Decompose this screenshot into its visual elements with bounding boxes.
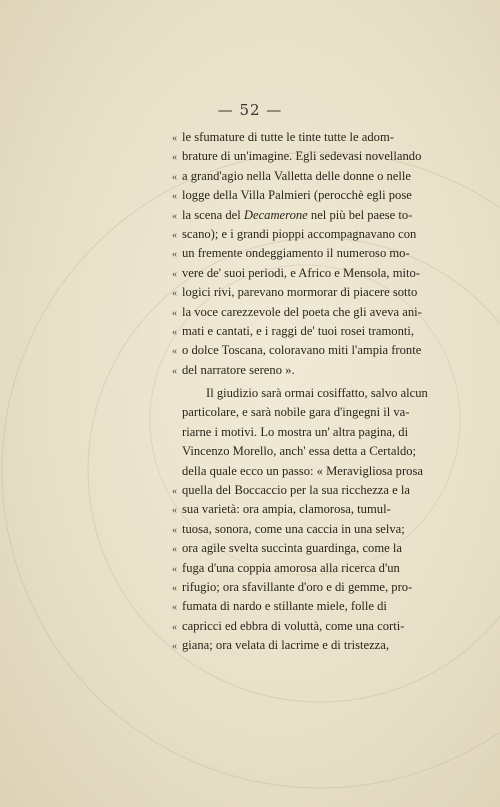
text-line (172, 384, 448, 403)
text-line (172, 283, 448, 302)
line-text: fumata di nardo e stillante miele, folle di (182, 599, 387, 614)
text-line (172, 147, 448, 166)
line-text: le sfumature di tutte le tinte tutte le adom- (182, 130, 394, 144)
line-text: ora agile svelta succinta guardinga, come la (182, 541, 402, 556)
line-text: brature di un'imagine. Egli sedevasi novellando (182, 149, 422, 164)
line-text: la scena del Decamerone nel più bel paese to- (182, 207, 413, 222)
text-line (172, 578, 448, 597)
text-line (172, 128, 448, 147)
text-line (172, 303, 448, 322)
line-text: mati e cantati, e i raggi de' tuoi rosei tramonti, (182, 323, 415, 338)
text-line (172, 636, 448, 655)
quote-mark: « (172, 602, 177, 614)
text-line (172, 341, 448, 360)
text-line (172, 500, 448, 519)
text-line (172, 462, 448, 481)
quote-mark: « (172, 544, 177, 556)
text-line (172, 520, 448, 539)
line-text: giana; ora velata di lacrime e di tristezza, (182, 638, 389, 653)
text-line (172, 244, 448, 263)
text-line (172, 225, 448, 244)
quote-mark: « (172, 191, 177, 203)
line-text: un fremente ondeggiamento il numeroso mo- (182, 246, 410, 261)
quote-mark: « (172, 288, 177, 300)
quote-mark: « (172, 229, 177, 241)
quote-mark: « (172, 365, 177, 377)
line-text: del narratore sereno ». (182, 362, 295, 377)
text-line (172, 481, 448, 500)
text-line (172, 559, 448, 578)
line-text: riarne i motivi. Lo mostra un' altra pagina, di (182, 424, 409, 439)
line-text: la voce carezzevole del poeta che gli aveva ani- (182, 304, 422, 319)
quote-mark: « (172, 326, 177, 338)
quote-mark: « (172, 210, 177, 222)
text-line (172, 617, 448, 636)
line-text: quella del Boccaccio per la sua ricchezza e la (182, 483, 410, 498)
text-line (172, 167, 448, 186)
line-text: rifugio; ora sfavillante d'oro e di gemme, pro- (182, 579, 413, 594)
quote-mark: « (172, 171, 177, 183)
quote-mark: « (172, 133, 177, 144)
line-text: della quale ecco un passo: « Meravigliosa prosa (182, 463, 423, 478)
quote-mark: « (172, 505, 177, 517)
quote-mark: « (172, 268, 177, 280)
text-line (172, 206, 448, 225)
text-line (172, 442, 448, 461)
text-line (172, 322, 448, 341)
line-text: scano); e i grandi pioppi accompagnavano con (182, 226, 417, 241)
line-text: a grand'agio nella Valletta delle donne o nelle (182, 168, 411, 183)
quote-mark: « (172, 582, 177, 594)
line-text: logici rivi, parevano mormorar di piacere sotto (182, 285, 418, 300)
text-line (172, 423, 448, 442)
text-line (172, 597, 448, 616)
line-text: Il giudizio sarà ormai cosiffatto, salvo alcun (206, 386, 428, 401)
quote-mark: « (172, 307, 177, 319)
quote-mark: « (172, 486, 177, 498)
quote-mark: « (172, 641, 177, 653)
text-line (172, 264, 448, 283)
line-text: fuga d'una coppia amorosa alla ricerca d'un (182, 560, 400, 575)
body-text (172, 128, 448, 656)
line-text: logge della Villa Palmieri (perocchè egli pose (182, 188, 412, 203)
text-line (172, 403, 448, 422)
text-line (172, 539, 448, 558)
line-text: sua varietà: ora ampia, clamorosa, tumul- (182, 502, 391, 517)
line-text: tuosa, sonora, come una caccia in una selva; (182, 521, 405, 536)
line-text: vere de' suoi periodi, e Africo e Mensola, mito- (182, 265, 420, 280)
quote-mark: « (172, 346, 177, 358)
text-line (172, 361, 448, 380)
quote-mark: « (172, 621, 177, 633)
quote-mark: « (172, 524, 177, 536)
quote-mark: « (172, 249, 177, 261)
line-text: o dolce Toscana, coloravano miti l'ampia fronte (182, 343, 422, 358)
text-line (172, 186, 448, 205)
page-number: — 52 — (217, 101, 283, 119)
quote-mark: « (172, 563, 177, 575)
line-text: particolare, e sarà nobile gara d'ingegni il va- (182, 405, 410, 420)
line-text: capricci ed ebbra di voluttà, come una corti- (182, 618, 405, 633)
line-text: Vincenzo Morello, anch' essa detta a Certaldo; (182, 444, 417, 459)
quote-mark: « (172, 152, 177, 164)
